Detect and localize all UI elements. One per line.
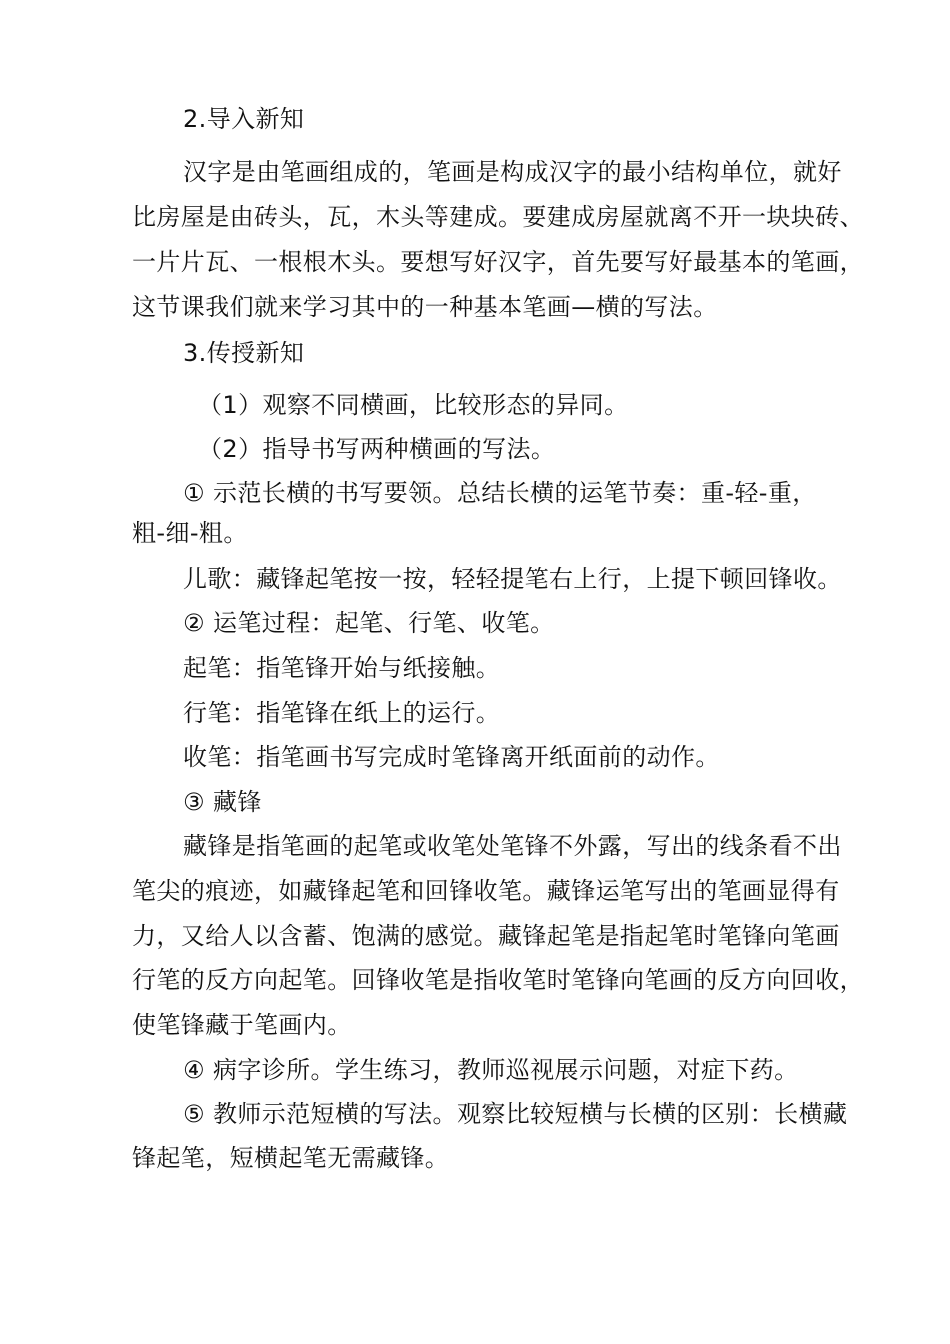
short-stroke-step: ⑤ 教师示范短横的写法。观察比较短横与长横的区别：长横藏 [183, 1100, 848, 1128]
observe-item: （1）观察不同横画，比较形态的异同。 [198, 391, 629, 419]
long-stroke-step: 粗-细-粗。 [132, 519, 248, 547]
xingbi-definition: 行笔：指笔锋在纸上的运行。 [183, 699, 501, 727]
hidden-tip-paragraph-line: 使笔锋藏于笔画内。 [132, 1011, 352, 1039]
intro-paragraph-line: 一片片瓦、一根根木头。要想写好汉字，首先要写好最基本的笔画， [132, 248, 864, 276]
shoubi-definition: 收笔：指笔画书写完成时笔锋离开纸面前的动作。 [183, 743, 720, 771]
hidden-tip-paragraph-line: 笔尖的痕迹，如藏锋起笔和回锋收笔。藏锋运笔写出的笔画显得有 [132, 877, 840, 905]
hidden-tip-heading: ③ 藏锋 [183, 788, 262, 816]
intro-paragraph-line: 这节课我们就来学习其中的一种基本笔画—横的写法。 [132, 293, 718, 321]
intro-paragraph-line: 汉字是由笔画组成的，笔画是构成汉字的最小结构单位，就好 [183, 158, 842, 186]
qibi-definition: 起笔：指笔锋开始与纸接触。 [183, 654, 501, 682]
section-2-heading: 2.导入新知 [183, 105, 305, 133]
guide-item: （2）指导书写两种横画的写法。 [198, 435, 556, 463]
intro-paragraph-line: 比房屋是由砖头，瓦，木头等建成。要建成房屋就离不开一块块砖、 [132, 203, 864, 231]
stroke-process-step: ② 运笔过程：起笔、行笔、收笔。 [183, 609, 555, 637]
long-stroke-step: ① 示范长横的书写要领。总结长横的运笔节奏：重-轻-重， [183, 479, 817, 507]
hidden-tip-paragraph-line: 力，又给人以含蓄、饱满的感觉。藏锋起笔是指起笔时笔锋向笔画 [132, 922, 840, 950]
rhyme-line: 儿歌：藏锋起笔按一按，轻轻提笔右上行，上提下顿回锋收。 [183, 565, 842, 593]
short-stroke-step: 锋起笔，短横起笔无需藏锋。 [132, 1144, 450, 1172]
section-3-heading: 3.传授新知 [183, 339, 305, 367]
diagnosis-step: ④ 病字诊所。学生练习，教师巡视展示问题，对症下药。 [183, 1056, 799, 1084]
hidden-tip-paragraph-line: 藏锋是指笔画的起笔或收笔处笔锋不外露，写出的线条看不出 [183, 832, 842, 860]
hidden-tip-paragraph-line: 行笔的反方向起笔。回锋收笔是指收笔时笔锋向笔画的反方向回收， [132, 966, 864, 994]
